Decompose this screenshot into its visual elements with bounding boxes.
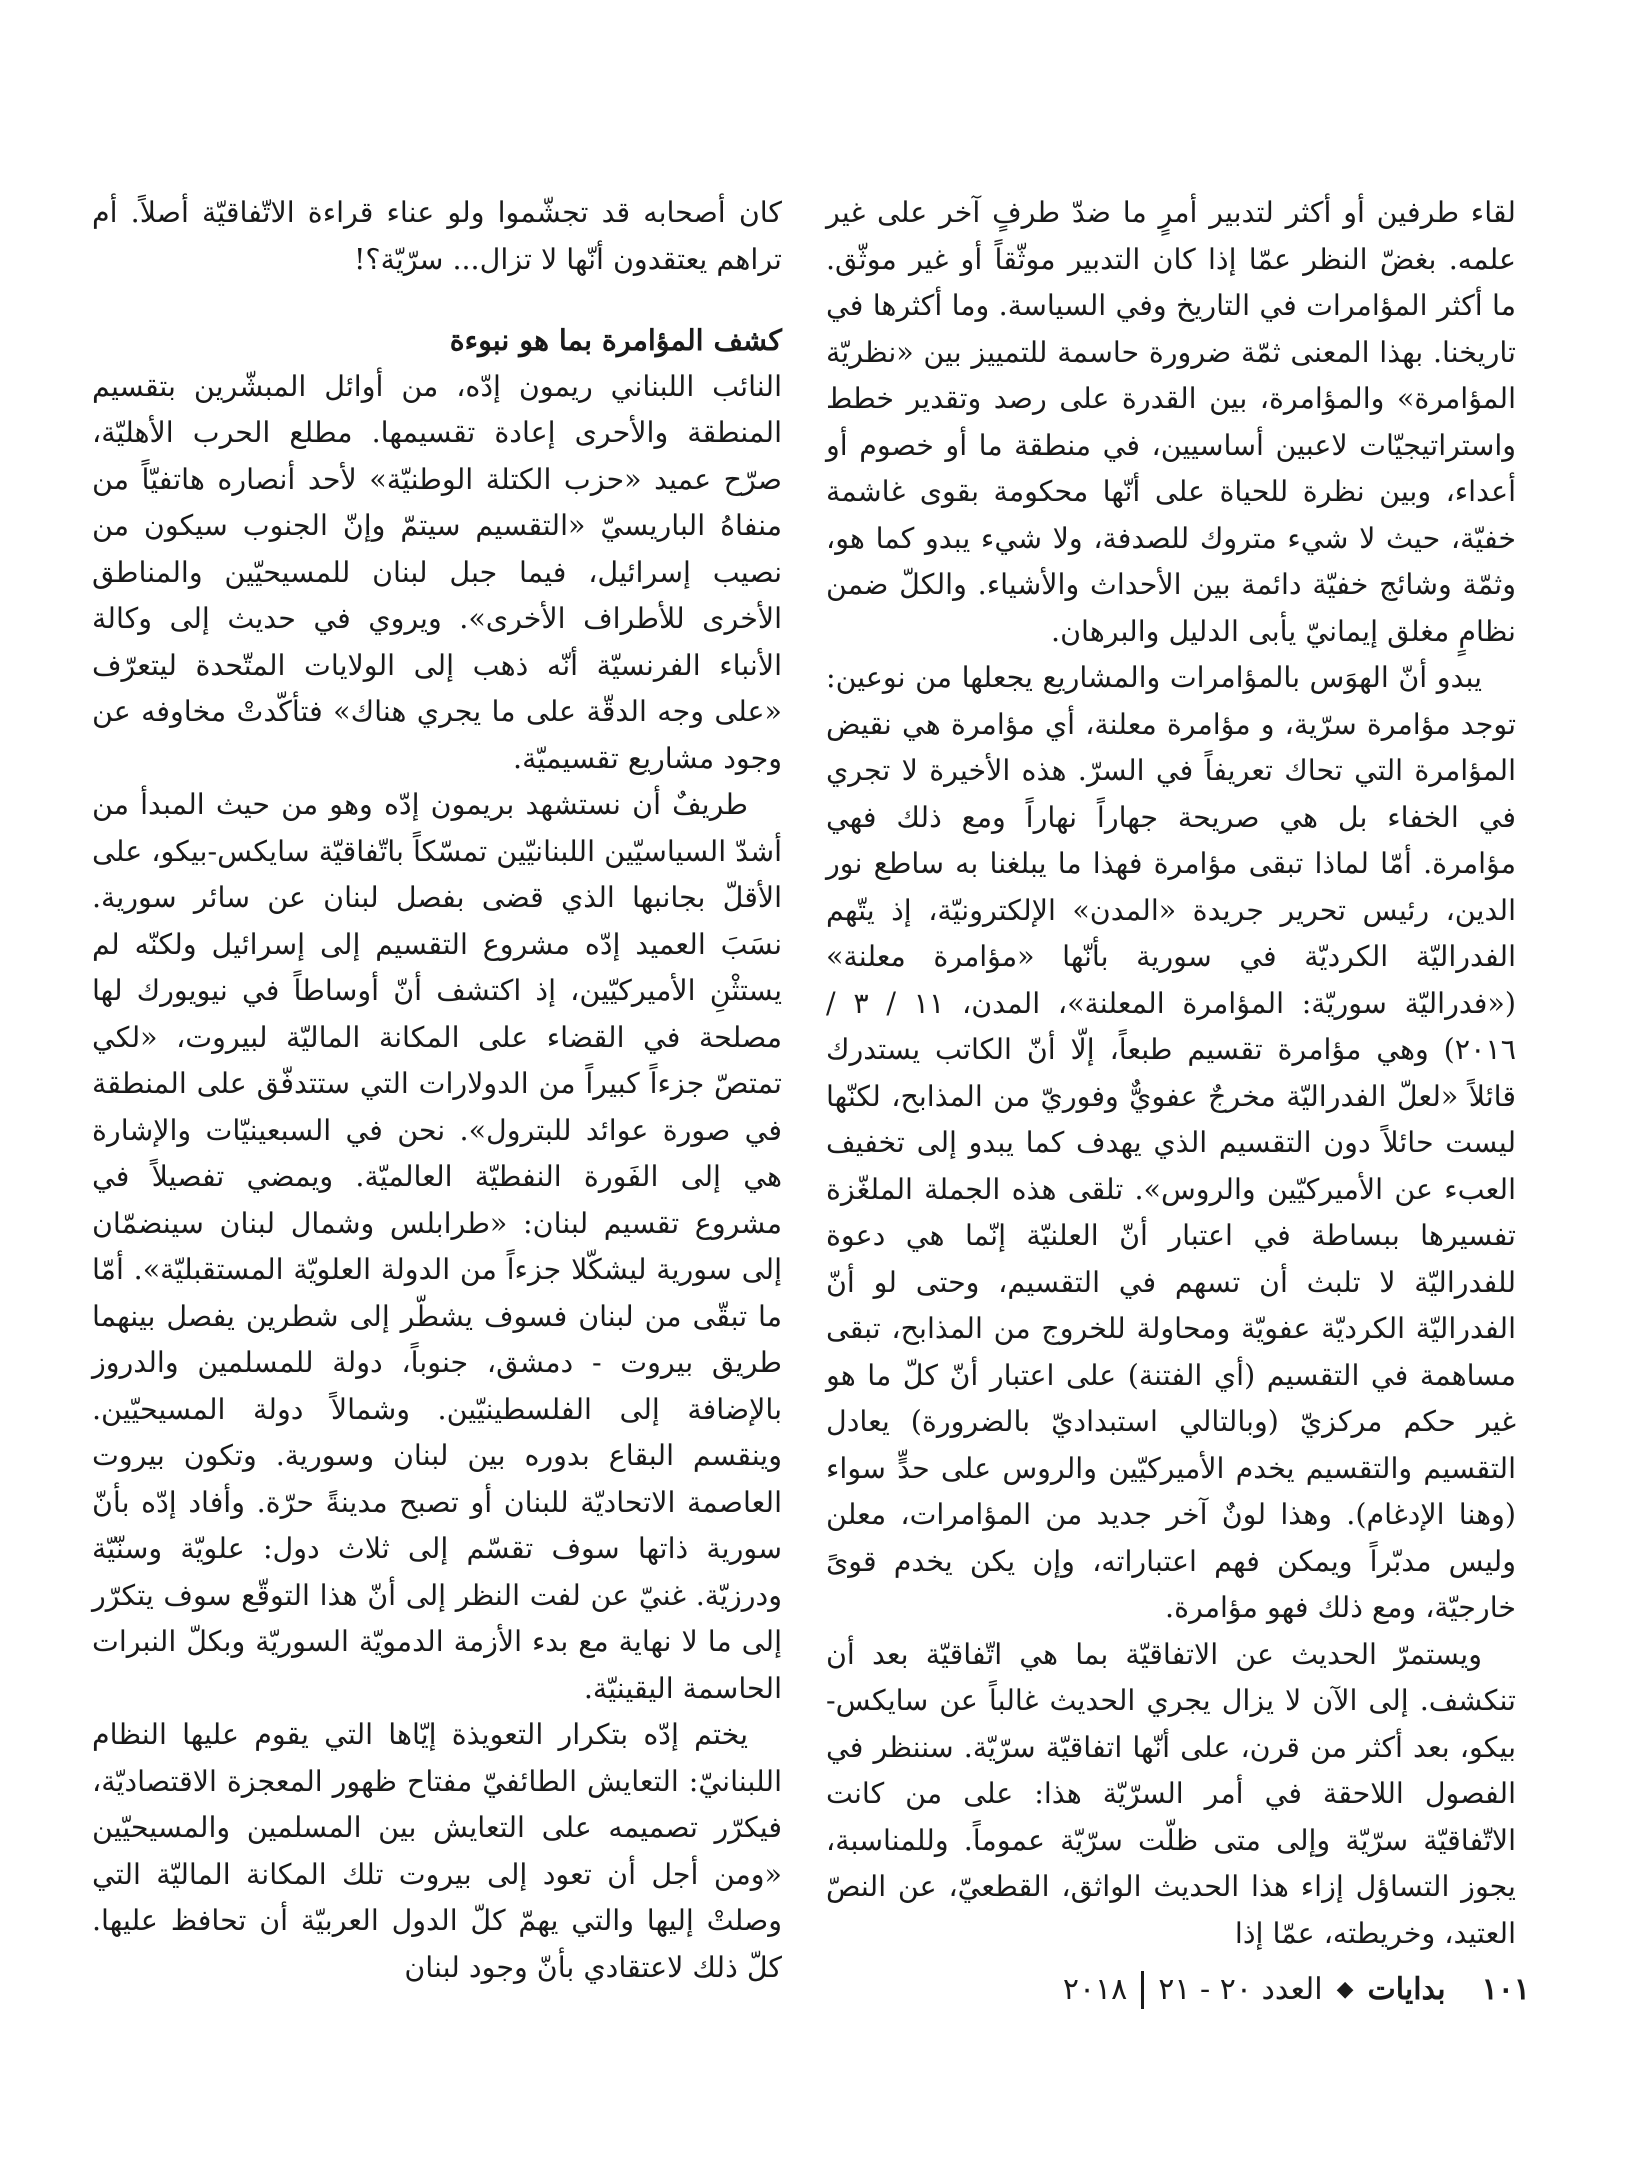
paragraph: يبدو أنّ الهوَس بالمؤامرات والمشاريع يجعلها من نوعين: توجد مؤامرة سرّية، و مؤامرة معلنة، أي مؤامرة هي نقيض المؤامرة التي تحاك تعريفاً في السرّ. هذه الأخيرة لا تجري في الخفاء بل هي صريحة جهاراً نهاراً ومع ذلك فهي مؤامرة. أمّا لماذا تبقى مؤامرة فهذا ما يبلغنا به ساطع نور الدين، رئيس تحرير جريدة «المدن» الإلكترونيّة، إذ يتّهم الفدراليّة الكرديّة في سورية بأنّها «مؤامرة معلنة» («فدراليّة سوريّة: المؤامرة المعلنة»، المدن، ١١ / ٣ / ٢٠١٦) وهي مؤامرة تقسيم طبعاً، إلّا أنّ الكاتب يستدرك قائلاً «لعلّ الفدراليّة مخرجٌ عفويٌّ وفوريّ من المذابح، لكنّها ليست حائلاً دون التقسيم الذي يهدف كما يبدو إلى تخفيف العبء عن الأميركيّين والروس». تلقى هذه الجملة الملغّزة تفسيرها ببساطة في اعتبار أنّ العلنيّة إنّما هي دعوة للفدراليّة لا تلبث أن تسهم في التقسيم، وحتى لو أنّ الفدراليّة الكرديّة عفويّة ومحاولة للخروج من المذابح، تبقى مساهمة في التقسيم (أي الفتنة) على اعتبار أنّ كلّ ما هو غير حكم مركزيّ (وبالتالي استبداديّ بالضرورة) يعادل التقسيم والتقسيم يخدم الأميركيّين والروس على حدٍّ سواء (وهنا الإدغام). وهذا لونٌ آخر جديد من المؤامرات، معلن وليس مدبّراً ويمكن فهم اعتباراته، وإن يكن يخدم قوىً خارجيّة، ومع ذلك فهو مؤامرة.	[826, 661, 1516, 1624]
diamond-icon: ◆	[1336, 1977, 1354, 2002]
left-column	[92, 190, 782, 1991]
footer-divider	[1141, 1971, 1144, 2009]
page-number: ١٠١	[1481, 1972, 1530, 2007]
issue-label: العدد ٢٠ - ٢١	[1158, 1972, 1323, 2007]
paragraph: يختم إدّه بتكرار التعويذة إيّاها التي يقوم عليها النظام اللبنانيّ: التعايش الطائفيّ مفتاح ظهور المعجزة الاقتصاديّة، فيكرّر تصميمه على التعايش بين المسلمين والمسيحيّين «ومن أجل أن تعود إلى بيروت تلك المكانة الماليّة التي وصلتْ إليها والتي يهمّ كلّ الدول العربيّة أن تحافظ عليها. كلّ ذلك لاعتقادي بأنّ وجود لبنان	[92, 1718, 782, 1984]
right-column	[826, 190, 1516, 1957]
paragraph: لقاء طرفين أو أكثر لتدبير أمرٍ ما ضدّ طرفٍ آخر على غير علمه. بغضّ النظر عمّا إذا كان التدبير موثّقاً أو غير موثّق. ما أكثر المؤامرات في التاريخ وفي السياسة. وما أكثرها في تاريخنا. بهذا المعنى ثمّة ضرورة حاسمة للتمييز بين «نظريّة المؤامرة» والمؤامرة، بين القدرة على رصد وتقدير خطط واستراتيجيّات لاعبين أساسيين، في منطقة ما أو خصوم أو أعداء، وبين نظرة للحياة على أنّها محكومة بقوى غاشمة خفيّة، حيث لا شيء متروك للصدفة، ولا شيء يبدو كما هو، وثمّة وشائج خفيّة دائمة بين الأحداث والأشياء. والكلّ ضمن نظامٍ مغلق إيمانيّ يأبى الدليل والبرهان.	[826, 196, 1516, 648]
section-heading: كشف المؤامرة بما هو نبوءة	[449, 323, 782, 357]
paragraph: طريفٌ أن نستشهد بريمون إدّه وهو من حيث المبدأ من أشدّ السياسيّين اللبنانيّين تمسّكاً باتّفاقيّة سايكس-بيكو، على الأقلّ بجانبها الذي قضى بفصل لبنان عن سائر سورية. نسَبَ العميد إدّه مشروع التقسيم إلى إسرائيل ولكنّه لم يستثْنِ الأميركيّين، إذ اكتشف أنّ أوساطاً في نيويورك لها مصلحة في القضاء على المكانة الماليّة لبيروت، «لكي تمتصّ جزءاً كبيراً من الدولارات التي ستتدفّق على المنطقة في صورة عوائد للبترول». نحن في السبعينيّات والإشارة هي إلى الفَورة النفطيّة العالميّة. ويمضي تفصيلاً في مشروع تقسيم لبنان: «طرابلس وشمال لبنان سينضمّان إلى سورية ليشكّلا جزءاً من الدولة العلويّة المستقبليّة». أمّا ما تبقّى من لبنان فسوف يشطّر إلى شطرين يفصل بينهما طريق بيروت - دمشق، جنوباً، دولة للمسلمين والدروز بالإضافة إلى الفلسطينيّين. وشمالاً دولة المسيحيّين. وينقسم البقاع بدوره بين لبنان وسورية. وتكون بيروت العاصمة الاتحاديّة للبنان أو تصبح مدينةً حرّة. وأفاد إدّه بأنّ سورية ذاتها سوف تقسّم إلى ثلاث دول: علويّة وسنّيّة ودرزيّة. غنيّ عن لفت النظر إلى أنّ هذا التوقّع سوف يتكرّر إلى ما لا نهاية مع بدء الأزمة الدمويّة السوريّة وبكلّ النبرات الحاسمة اليقينيّة.	[92, 788, 782, 1705]
paragraph: كان أصحابه قد تجشّموا ولو عناء قراءة الاتّفاقيّة أصلاً. أم تراهم يعتقدون أنّها لا تزال... سرّيّة؟!	[92, 196, 782, 276]
paragraph: النائب اللبناني ريمون إدّه، من أوائل المبشّرين بتقسيم المنطقة والأحرى إعادة تقسيمها. مطلع الحرب الأهليّة، صرّح عميد «حزب الكتلة الوطنيّة» لأحد أنصاره هاتفيّاً من منفاهُ الباريسيّ «التقسيم سيتمّ وإنّ الجنوب سيكون من نصيب إسرائيل، فيما جبل لبنان للمسيحيّين والمناطق الأخرى للأطراف الأخرى». ويروي في حديث إلى وكالة الأنباء الفرنسيّة أنّه ذهب إلى الولايات المتّحدة ليتعرّف «على وجه الدقّة على ما يجري هناك» فتأكّدتْ مخاوفه عن وجود مشاريع تقسيميّة.	[92, 369, 782, 775]
page-footer	[1063, 1970, 1530, 2010]
issue-year: ٢٠١٨	[1062, 1972, 1128, 2007]
paragraph: ويستمرّ الحديث عن الاتفاقيّة بما هي اتّفاقيّة بعد أن تنكشف. إلى الآن لا يزال يجري الحديث غالباً عن سايكس-بيكو، بعد أكثر من قرن، على أنّها اتفاقيّة سرّيّة. سننظر في الفصول اللاحقة في أمر السرّيّة هذا: على من كانت الاتّفاقيّة سرّيّة وإلى متى ظلّت سرّيّة عموماً. وللمناسبة، يجوز التساؤل إزاء هذا الحديث الواثق، القطعيّ، عن النصّ العتيد، وخريطته، عمّا إذا	[826, 1637, 1516, 1950]
journal-name: بدايات	[1367, 1972, 1446, 2007]
